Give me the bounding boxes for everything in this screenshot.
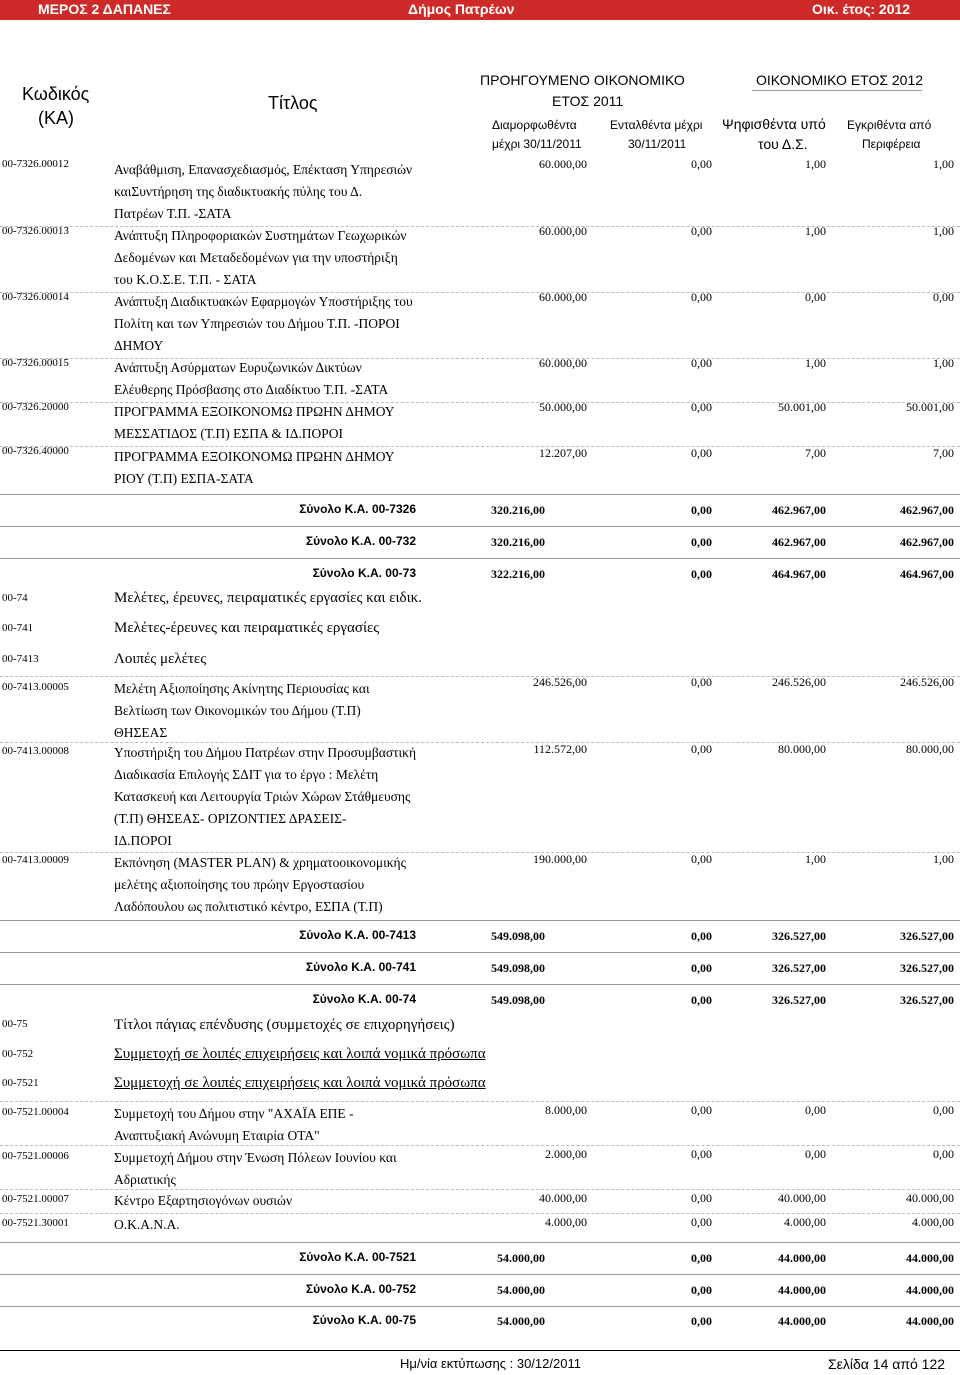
total-label: Σύνολο Κ.Α. 00-752 (305, 1282, 416, 1296)
page-number: Σελίδα 14 από 122 (828, 1356, 946, 1372)
total-col3: 326.527,00 (772, 961, 826, 975)
total-label: Σύνολο Κ.Α. 00-75 (312, 1313, 416, 1327)
cell-col4: 1,00 (933, 356, 954, 370)
cell-col1: 12.207,00 (539, 446, 587, 460)
row-code: 00-7413.00005 (2, 681, 69, 693)
cell-col3: 7,00 (805, 446, 826, 460)
section-title: Μελέτες-έρευνες και πειραματικές εργασίες (114, 620, 380, 636)
top-bar (0, 0, 960, 20)
cell-col4: 40.000,00 (906, 1191, 954, 1205)
cell-col4: 4.000,00 (912, 1215, 954, 1229)
totals-rule (0, 1242, 960, 1243)
col1-sub: μέχρι 30/11/2011 (492, 137, 582, 151)
total-col3: 462.967,00 (772, 503, 826, 517)
total-col1: 549.098,00 (491, 993, 545, 1007)
total-col2: 0,00 (691, 503, 712, 517)
section-code: 00-752 (2, 1048, 34, 1060)
row-code: 00-7521.00004 (2, 1106, 69, 1118)
section-code: 00-7413 (2, 653, 39, 665)
row-title (114, 159, 412, 225)
total-col3: 44.000,00 (778, 1283, 826, 1297)
cell-col3: 4.000,00 (784, 1215, 826, 1229)
cell-col2: 0,00 (691, 446, 712, 460)
title-line: ΡΙΟΥ (Τ.Π) ΕΣΠΑ-ΣΑΤΑ (114, 471, 254, 486)
title-line: ΠΡΟΓΡΑΜΜΑ ΕΞΟΙΚΟΝΟΜΩ ΠΡΩΗΝ ΔΗΜΟΥ (114, 404, 395, 419)
cell-col3: 1,00 (805, 157, 826, 171)
totals-rule (0, 494, 960, 495)
cell-col1: 60.000,00 (539, 290, 587, 304)
cell-col3: 40.000,00 (778, 1191, 826, 1205)
row-title (114, 291, 413, 357)
col1-label: Διαμορφωθέντα (492, 118, 577, 132)
total-col4: 326.527,00 (900, 929, 954, 943)
title-line: ΜΕΣΣΑΤΙΔΟΣ (Τ.Π) ΕΣΠΑ & ΙΔ.ΠΟΡΟΙ (114, 426, 344, 441)
title-line: Συμμετοχή του Δήμου στην "ΑΧΑΪΑ ΕΠΕ - (114, 1106, 354, 1121)
total-col1: 54.000,00 (497, 1314, 545, 1328)
cell-col2: 0,00 (691, 1215, 712, 1229)
cell-col1: 50.000,00 (539, 400, 587, 414)
title-line: ΙΔ.ΠΟΡΟΙ (114, 833, 172, 848)
title-line: Αδριατικής (114, 1172, 176, 1187)
title-line: καιΣυντήρηση της διαδικτυακής πύλης του Δ. (114, 184, 363, 199)
total-col4: 326.527,00 (900, 993, 954, 1007)
col2-sub: 30/11/2011 (628, 137, 687, 151)
total-col3: 326.527,00 (772, 929, 826, 943)
footer-rule (0, 1350, 960, 1351)
cell-col2: 0,00 (691, 356, 712, 370)
total-col2: 0,00 (691, 1283, 712, 1297)
row-code: 00-7326.00015 (2, 357, 69, 369)
header-right: Οικ. έτος: 2012 (812, 1, 911, 17)
col2-label: Ενταλθέντα μέχρι (610, 118, 703, 132)
cell-col2: 0,00 (691, 1147, 712, 1161)
col-title-label: Τίτλος (268, 93, 318, 113)
total-col4: 326.527,00 (900, 961, 954, 975)
title-line: του Κ.Ο.Σ.Ε. Τ.Π. - ΣΑΤΑ (114, 272, 257, 287)
total-col2: 0,00 (691, 567, 712, 581)
cell-col2: 0,00 (691, 1191, 712, 1205)
row-code: 00-7521.00006 (2, 1150, 69, 1162)
title-line: Ο.Κ.Α.Ν.Α. (114, 1217, 180, 1232)
totals-rule (0, 984, 960, 985)
total-col4: 462.967,00 (900, 503, 954, 517)
title-line: Υποστήριξη του Δήμου Πατρέων στην Προσυμβαστική (114, 745, 417, 760)
title-line: ΔΗΜΟΥ (114, 338, 164, 353)
cell-col1: 112.572,00 (533, 742, 587, 756)
cell-col3: 246.526,00 (772, 675, 826, 689)
cell-col4: 50.001,00 (906, 400, 954, 414)
col-code-sub: (ΚΑ) (38, 108, 74, 128)
header-left: ΜΕΡΟΣ 2 ΔΑΠΑΝΕΣ (38, 1, 171, 17)
title-line: Αναβάθμιση, Επανασχεδιασμός, Επέκταση Υπηρεσιών (114, 162, 413, 177)
title-line: Πολίτη και των Υπηρεσιών του Δήμου Τ.Π. -ΠΟΡΟΙ (114, 316, 400, 331)
cell-col1: 40.000,00 (539, 1191, 587, 1205)
title-line: Συμμετοχή Δήμου στην Ένωση Πόλεων Ιουνίου και (114, 1150, 397, 1165)
section-code: 00-741 (2, 622, 34, 634)
row-divider (0, 1101, 960, 1102)
row-title (114, 1190, 292, 1212)
cell-col2: 0,00 (691, 675, 712, 689)
title-line: Πατρέων Τ.Π. -ΣΑΤΑ (114, 206, 232, 221)
cell-col2: 0,00 (691, 742, 712, 756)
total-col2: 0,00 (691, 1314, 712, 1328)
total-label: Σύνολο Κ.Α. 00-7326 (299, 502, 416, 516)
total-col1: 322.216,00 (491, 567, 545, 581)
title-line: Λαδόπουλου ως πολιτιστικό κέντρο, ΕΣΠΑ (Τ.Π) (114, 899, 383, 914)
col3-sub: του Δ.Σ. (758, 136, 808, 152)
total-col3: 326.527,00 (772, 993, 826, 1007)
row-code: 00-7521.30001 (2, 1217, 69, 1229)
section-title: Λοιπές μελέτες (114, 651, 207, 667)
row-code: 00-7326.00012 (2, 158, 69, 170)
total-label: Σύνολο Κ.Α. 00-74 (312, 992, 416, 1006)
total-col2: 0,00 (691, 535, 712, 549)
col-prev-year: ΠΡΟΗΓΟΥΜΕΝΟ ΟΙΚΟΝΟΜΙΚΟ (480, 72, 685, 88)
title-line: (Τ.Π) ΘΗΣΕΑΣ- ΟΡΙΖΟΝΤΙΕΣ ΔΡΑΣΕΙΣ- (114, 811, 347, 826)
cell-col1: 2.000,00 (545, 1147, 587, 1161)
print-date: Ημ/νία εκτύπωσης : 30/12/2011 (400, 1356, 581, 1371)
row-code: 00-7326.20000 (2, 401, 69, 413)
title-line: Κέντρο Εξαρτησιογόνων ουσιών (114, 1193, 293, 1208)
cell-col2: 0,00 (691, 400, 712, 414)
cell-col1: 8.000,00 (545, 1103, 587, 1117)
cell-col3: 0,00 (805, 290, 826, 304)
section-code: 00-75 (2, 1018, 28, 1030)
cell-col4: 0,00 (933, 1103, 954, 1117)
row-title (114, 1103, 354, 1147)
totals-rule (0, 1306, 960, 1307)
cell-col2: 0,00 (691, 157, 712, 171)
cell-col3: 50.001,00 (778, 400, 826, 414)
total-label: Σύνολο Κ.Α. 00-7521 (299, 1250, 416, 1264)
section-title: Μελέτες, έρευνες, πειραματικές εργασίες και ειδικ. (114, 590, 422, 606)
row-title (114, 1147, 397, 1191)
total-col4: 44.000,00 (906, 1251, 954, 1265)
title-line: Εκπόνηση (MASTER PLAN) & χρηματοοικονομικής (114, 855, 406, 870)
row-code: 00-7326.00014 (2, 291, 69, 303)
section-title: Συμμετοχή σε λοιπές επιχειρήσεις και λοιπά νομικά πρόσωπα (114, 1075, 486, 1091)
cell-col4: 0,00 (933, 290, 954, 304)
total-col4: 464.967,00 (900, 567, 954, 581)
total-col3: 44.000,00 (778, 1251, 826, 1265)
row-title (114, 357, 388, 401)
cell-col4: 1,00 (933, 157, 954, 171)
total-label: Σύνολο Κ.Α. 00-7413 (299, 928, 416, 942)
cell-col3: 1,00 (805, 224, 826, 238)
title-line: Δεδομένων και Μεταδεδομένων για την υποστήριξη (114, 250, 398, 265)
row-title (114, 742, 416, 852)
title-line: Κατασκευή και Λειτουργία Τριών Χώρων Στάθμευσης (114, 789, 411, 804)
cell-col2: 0,00 (691, 852, 712, 866)
cell-col4: 1,00 (933, 224, 954, 238)
total-col3: 44.000,00 (778, 1314, 826, 1328)
section-code: 00-74 (2, 592, 28, 604)
cell-col2: 0,00 (691, 224, 712, 238)
cell-col1: 190.000,00 (533, 852, 587, 866)
row-code: 00-7521.00007 (2, 1193, 69, 1205)
total-col1: 320.216,00 (491, 535, 545, 549)
col3-label: Ψηφισθέντα υπό (722, 116, 826, 132)
cell-col3: 0,00 (805, 1147, 826, 1161)
cell-col4: 1,00 (933, 852, 954, 866)
cell-col3: 0,00 (805, 1103, 826, 1117)
cell-col4: 7,00 (933, 446, 954, 460)
cur-year-rule (752, 90, 922, 91)
row-title (114, 1214, 180, 1236)
totals-rule (0, 558, 960, 559)
row-code: 00-7326.00013 (2, 225, 69, 237)
row-code: 00-7326.40000 (2, 445, 69, 457)
totals-rule (0, 1274, 960, 1275)
section-title: Τίτλοι πάγιας επένδυσης (συμμετοχές σε επιχορηγήσεις) (114, 1017, 455, 1033)
total-label: Σύνολο Κ.Α. 00-73 (312, 566, 416, 580)
row-title (114, 446, 395, 490)
title-line: ΘΗΣΕΑΣ (114, 725, 168, 740)
cell-col1: 4.000,00 (545, 1215, 587, 1229)
cell-col3: 1,00 (805, 852, 826, 866)
row-title (114, 225, 406, 291)
cell-col3: 1,00 (805, 356, 826, 370)
total-label: Σύνολο Κ.Α. 00-732 (305, 534, 416, 548)
cell-col2: 0,00 (691, 290, 712, 304)
title-line: Ανάπτυξη Διαδικτυακών Εφαρμογών Υποστήριξης του (114, 294, 413, 309)
row-title (114, 401, 395, 445)
title-line: Ελέυθερης Πρόσβασης στο Διαδίκτυο Τ.Π. -ΣΑΤΑ (114, 382, 389, 397)
col-code-label: Κωδικός (22, 84, 90, 104)
col-prev-year-sub: ΕΤΟΣ 2011 (552, 93, 624, 109)
cell-col1: 60.000,00 (539, 157, 587, 171)
title-line: Ανάπτυξη Πληροφοριακών Συστημάτων Γεωχωρικών (114, 228, 407, 243)
cell-col3: 80.000,00 (778, 742, 826, 756)
col-cur-year: ΟΙΚΟΝΟΜΙΚΟ ΕΤΟΣ 2012 (756, 72, 924, 88)
title-line: Ανάπτυξη Ασύρματων Ευρυζωνικών Δικτύων (114, 360, 362, 375)
section-code: 00-7521 (2, 1077, 39, 1089)
total-col1: 549.098,00 (491, 929, 545, 943)
total-col2: 0,00 (691, 929, 712, 943)
totals-rule (0, 952, 960, 953)
totals-rule (0, 920, 960, 921)
row-title (114, 852, 406, 918)
title-line: Διαδικασία Επιλογής ΣΔΙΤ για το έργο : Μελέτη (114, 767, 379, 782)
cell-col1: 60.000,00 (539, 356, 587, 370)
total-col3: 464.967,00 (772, 567, 826, 581)
col4-sub: Περιφέρεια (862, 137, 921, 151)
title-line: μελέτης αξιοποίησης του πρώην Εργοστασίου (114, 877, 365, 892)
title-line: Βελτίωση των Οικονομικών του Δήμου (Τ.Π) (114, 703, 361, 718)
cell-col4: 0,00 (933, 1147, 954, 1161)
total-col4: 44.000,00 (906, 1314, 954, 1328)
total-col2: 0,00 (691, 1251, 712, 1265)
total-col4: 44.000,00 (906, 1283, 954, 1297)
section-title: Συμμετοχή σε λοιπές επιχειρήσεις και λοιπά νομικά πρόσωπα (114, 1046, 486, 1062)
cell-col4: 246.526,00 (900, 675, 954, 689)
totals-rule (0, 526, 960, 527)
row-code: 00-7413.00009 (2, 854, 69, 866)
total-col1: 54.000,00 (497, 1251, 545, 1265)
total-col1: 549.098,00 (491, 961, 545, 975)
row-title (114, 678, 370, 744)
total-col1: 320.216,00 (491, 503, 545, 517)
cell-col1: 60.000,00 (539, 224, 587, 238)
total-col2: 0,00 (691, 993, 712, 1007)
cell-col1: 246.526,00 (533, 675, 587, 689)
total-col2: 0,00 (691, 961, 712, 975)
title-line: ΠΡΟΓΡΑΜΜΑ ΕΞΟΙΚΟΝΟΜΩ ΠΡΩΗΝ ΔΗΜΟΥ (114, 449, 395, 464)
row-code: 00-7413.00008 (2, 745, 69, 757)
total-col3: 462.967,00 (772, 535, 826, 549)
cell-col2: 0,00 (691, 1103, 712, 1117)
header-center: Δήμος Πατρέων (408, 1, 515, 17)
total-col1: 54.000,00 (497, 1283, 545, 1297)
title-line: Μελέτη Αξιοποίησης Ακίνητης Περιουσίας και (114, 681, 370, 696)
cell-col4: 80.000,00 (906, 742, 954, 756)
total-col4: 462.967,00 (900, 535, 954, 549)
col4-label: Εγκριθέντα από (847, 118, 932, 132)
title-line: Αναπτυξιακή Ανώνυμη Εταιρία ΟΤΑ" (114, 1128, 320, 1143)
total-label: Σύνολο Κ.Α. 00-741 (305, 960, 416, 974)
